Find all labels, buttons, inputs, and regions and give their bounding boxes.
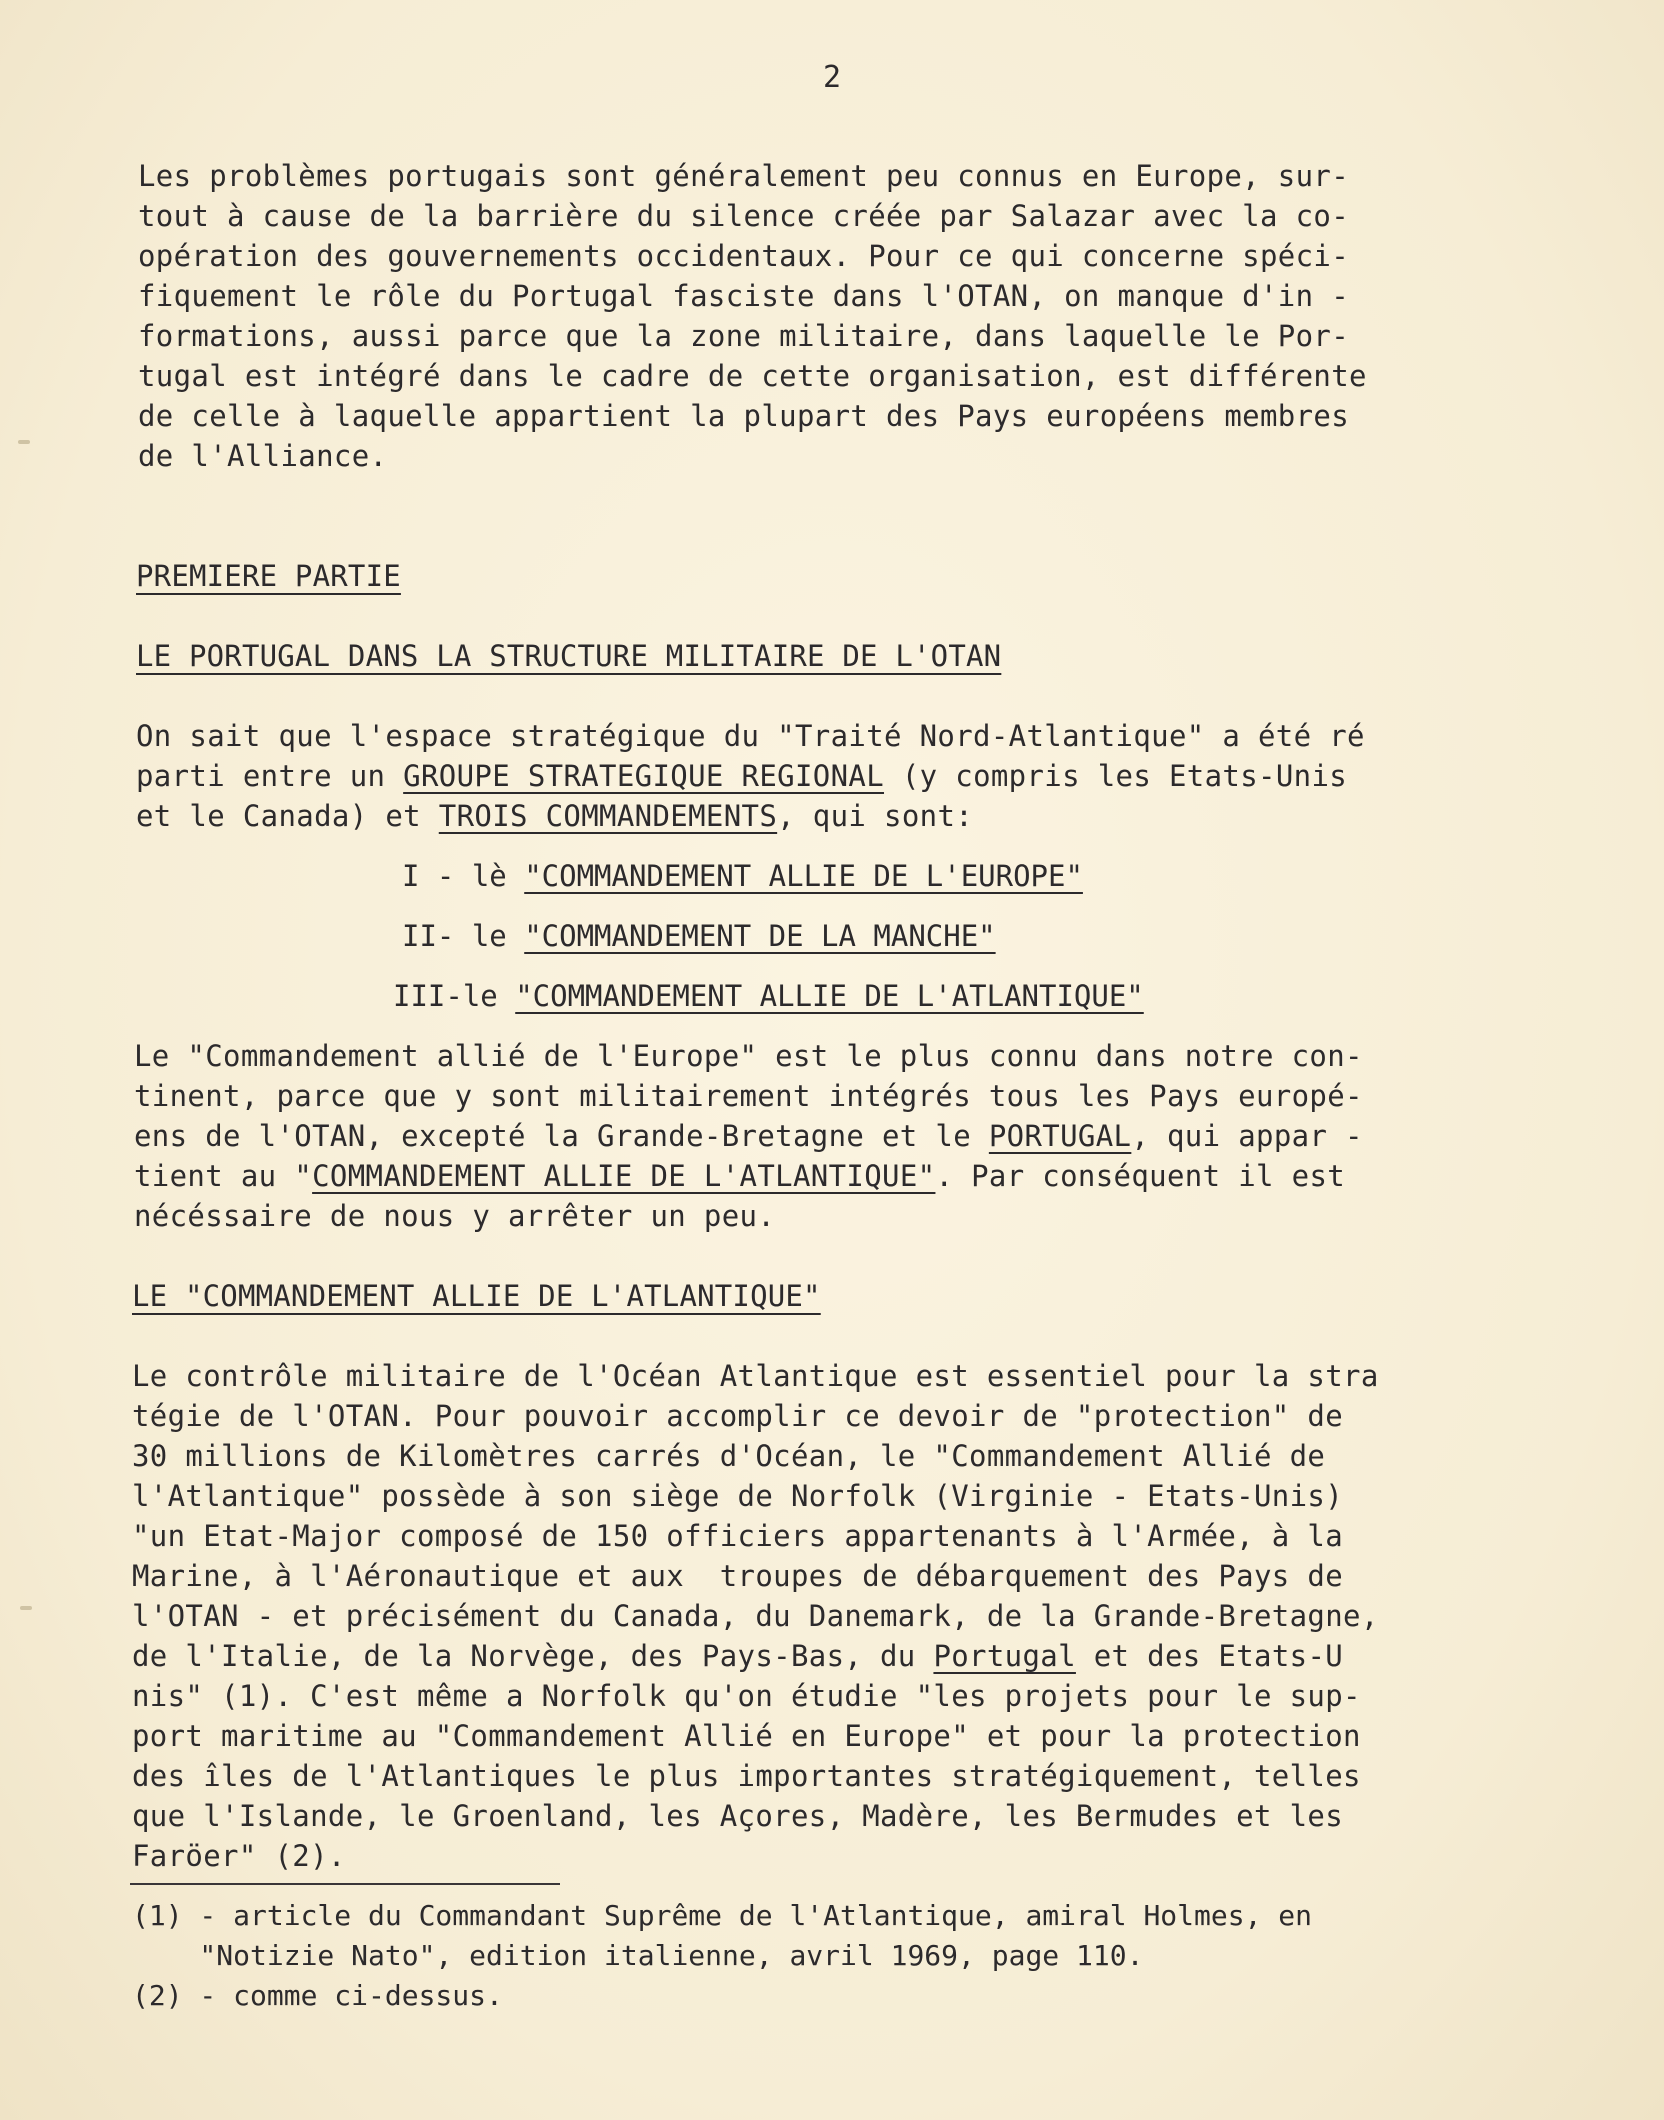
text-line: de l'Alliance.	[138, 439, 388, 473]
text-line	[136, 756, 1347, 796]
text-line: Le contrôle militaire de l'Océan Atlantique est essentiel pour la stra	[132, 1359, 1379, 1393]
text-line: tégie de l'OTAN. Pour pouvoir accomplir ce devoir de "protection" de	[132, 1399, 1344, 1433]
text-line: Marine, à l'Aéronautique et aux troupes de débarquement des Pays de	[132, 1559, 1344, 1593]
text-line: tout à cause de la barrière du silence créée par Salazar avec la co-	[138, 199, 1350, 233]
text-line	[136, 796, 973, 836]
text-segment: de l'Italie, de la Norvège, des Pays-Bas, du	[132, 1639, 934, 1673]
text-segment: parti entre un	[136, 759, 404, 793]
command-label: "COMMANDEMENT ALLIE DE L'EUROPE"	[524, 859, 1083, 893]
text-segment: , qui appar -	[1131, 1119, 1363, 1153]
text-line: tugal est intégré dans le cadre de cette organisation, est différente	[138, 359, 1367, 393]
text-line: des îles de l'Atlantiques le plus importantes stratégiquement, telles	[132, 1759, 1361, 1793]
underlined-term: COMMANDEMENT ALLIE DE L'ATLANTIQUE"	[312, 1159, 936, 1193]
atlantic-heading: LE "COMMANDEMENT ALLIE DE L'ATLANTIQUE"	[132, 1279, 821, 1313]
underlined-term: GROUPE STRATEGIQUE REGIONAL	[403, 759, 885, 793]
text-line: nécéssaire de nous y arrêter un peu.	[134, 1199, 776, 1233]
text-line: Le "Commandement allié de l'Europe" est le plus connu dans notre con-	[134, 1039, 1363, 1073]
paper-mark	[18, 440, 30, 444]
text-line	[132, 1636, 1343, 1676]
text-segment: et le Canada) et	[136, 799, 439, 833]
text-segment: ens de l'OTAN, excepté la Grande-Bretagne et le	[134, 1119, 989, 1153]
paper-mark	[20, 1606, 32, 1610]
footnote-1-continued: "Notizie Nato", edition italienne, avril 1969, page 110.	[132, 1939, 1144, 1972]
text-segment: tient au "	[134, 1159, 313, 1193]
underlined-term: PORTUGAL	[988, 1119, 1132, 1153]
footnote-1: (1) - article du Commandant Suprême de l'Atlantique, amiral Holmes, en	[132, 1899, 1313, 1932]
text-line: port maritime au "Commandement Allié en Europe" et pour la protection	[132, 1719, 1361, 1753]
text-segment: (y compris les Etats-Unis	[884, 759, 1348, 793]
section-heading: LE PORTUGAL DANS LA STRUCTURE MILITAIRE DE L'OTAN	[136, 639, 1002, 673]
text-line: que l'Islande, le Groenland, les Açores, Madère, les Bermudes et les	[132, 1799, 1344, 1833]
text-line: Faröer" (2).	[132, 1839, 346, 1873]
text-line: l'Atlantique" possède à son siège de Norfolk (Virginie - Etats-Unis)	[132, 1479, 1344, 1513]
command-item	[402, 856, 1083, 896]
underlined-term: Portugal	[933, 1639, 1076, 1673]
text-segment: et des Etats-U	[1075, 1639, 1344, 1673]
text-segment: . Par conséquent il est	[935, 1159, 1346, 1193]
text-line: "un Etat-Major composé de 150 officiers appartenants à l'Armée, à la	[132, 1519, 1344, 1553]
text-line: de celle à laquelle appartient la plupart des Pays européens membres	[138, 399, 1350, 433]
part-heading: PREMIERE PARTIE	[136, 559, 401, 593]
text-segment: , qui sont:	[777, 799, 974, 833]
command-label: "COMMANDEMENT ALLIE DE L'ATLANTIQUE"	[515, 979, 1144, 1013]
text-line: opération des gouvernements occidentaux. Pour ce qui concerne spéci-	[138, 239, 1350, 273]
text-line: tinent, parce que y sont militairement intégrés tous les Pays europé-	[134, 1079, 1363, 1113]
footnote-separator	[130, 1883, 560, 1885]
command-label: "COMMANDEMENT DE LA MANCHE"	[524, 919, 996, 953]
text-line	[134, 1156, 1345, 1196]
command-item	[393, 976, 1144, 1016]
page-number: 2	[822, 60, 842, 95]
footnote-2: (2) - comme ci-dessus.	[132, 1979, 503, 2012]
text-line: Les problèmes portugais sont généralement peu connus en Europe, sur-	[138, 159, 1350, 193]
text-line: 30 millions de Kilomètres carrés d'Océan, le "Commandement Allié de	[132, 1439, 1326, 1473]
command-prefix: I - lè	[402, 859, 525, 893]
text-line: l'OTAN - et précisément du Canada, du Danemark, de la Grande-Bretagne,	[132, 1599, 1379, 1633]
command-prefix: II- le	[402, 919, 525, 953]
text-line: nis" (1). C'est même a Norfolk qu'on étudie "les projets pour le sup-	[132, 1679, 1361, 1713]
underlined-term: TROIS COMMANDEMENTS	[438, 799, 778, 833]
command-item	[402, 916, 996, 956]
text-line	[134, 1116, 1363, 1156]
text-line: On sait que l'espace stratégique du "Traité Nord-Atlantique" a été ré	[136, 719, 1365, 753]
command-prefix: III-le	[393, 979, 516, 1013]
text-line: fiquement le rôle du Portugal fasciste dans l'OTAN, on manque d'in -	[138, 279, 1350, 313]
text-line: formations, aussi parce que la zone militaire, dans laquelle le Por-	[138, 319, 1350, 353]
